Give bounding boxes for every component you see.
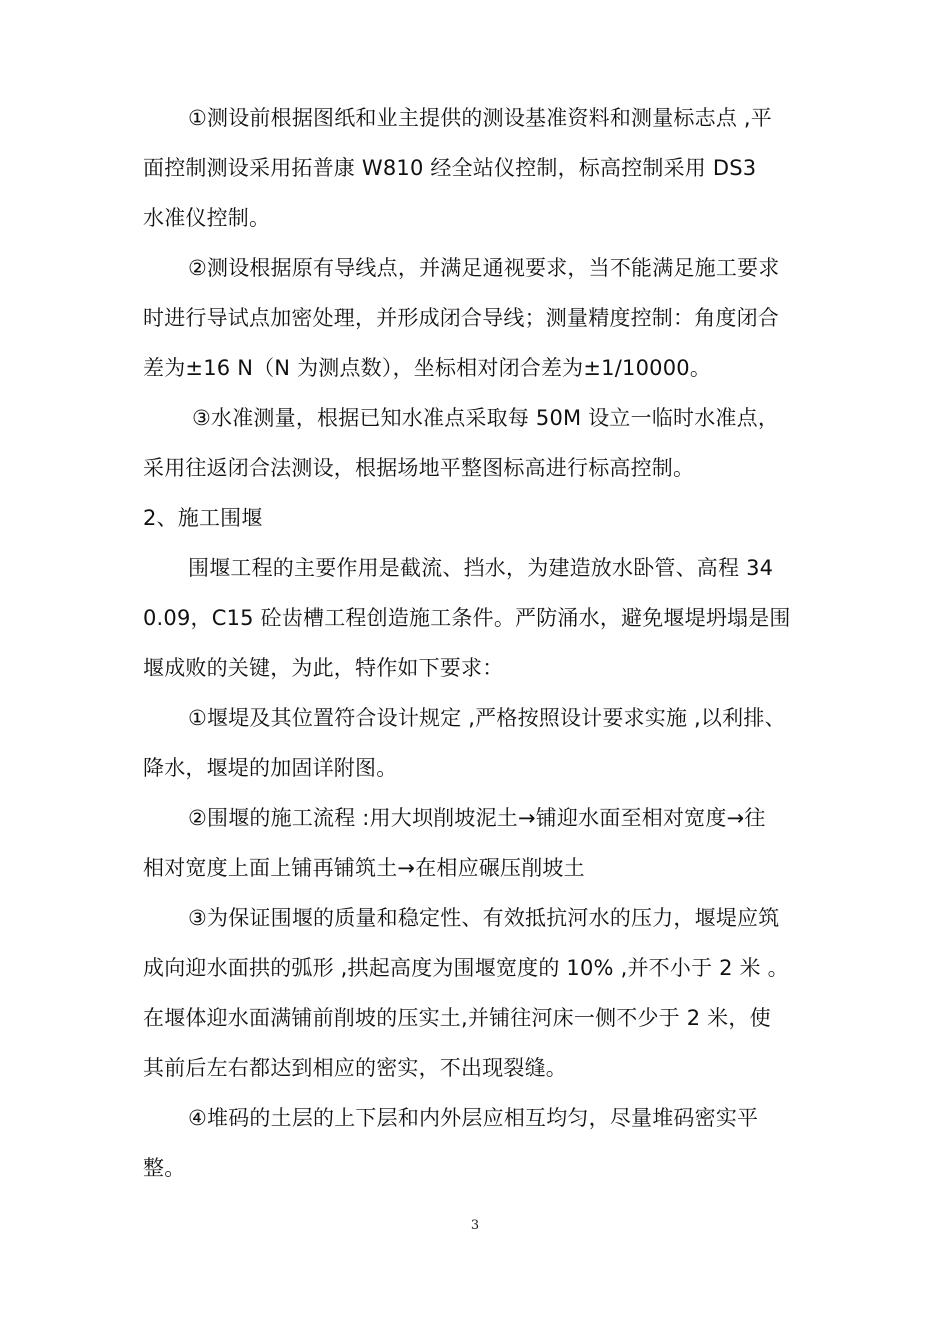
text-line: 成向迎水面拱的弧形 ,拱起高度为围堰宽度的 10% ,并不小于 2 米 。 (143, 956, 789, 980)
text-line: 在堰体迎水面满铺前削坡的压实土,并铺往河床一侧不少于 2 米，使 (143, 1006, 771, 1030)
text-line: ②测设根据原有导线点，并满足通视要求，当不能满足施工要求 (188, 256, 780, 280)
text-line: ③为保证围堰的质量和稳定性、有效抵抗河水的压力，堰堤应筑 (188, 906, 780, 930)
text-line: 相对宽度上面上铺再铺筑土→在相应碾压削坡土 (143, 856, 585, 880)
text-line: 时进行导试点加密处理，并形成闭合导线；测量精度控制：角度闭合 (143, 306, 779, 330)
text-line: ②围堰的施工流程 :用大坝削坡泥土→铺迎水面至相对宽度→往 (188, 806, 766, 830)
text-line: 采用往返闭合法测设，根据场地平整图标高进行标高控制。 (143, 456, 695, 480)
text-line: 降水，堰堤的加固详附图。 (143, 756, 398, 780)
page-number: 3 (470, 1218, 480, 1233)
text-line: ③水准测量，根据已知水准点采取每 50M 设立一临时水准点， (192, 406, 780, 430)
text-line: 围堰工程的主要作用是截流、挡水，为建造放水卧管、高程 34 (188, 556, 774, 580)
text-line: 0.09，C15 砼齿槽工程创造施工条件。严防涌水，避免堰堤坍塌是围 (143, 606, 791, 630)
text-line: ①堰堤及其位置符合设计规定 ,严格按照设计要求实施 ,以利排、 (188, 706, 786, 730)
section-heading: 2、施工围堰 (143, 506, 263, 530)
text-line: ①测设前根据图纸和业主提供的测设基准资料和测量标志点 ,平 (188, 106, 772, 130)
text-line: 整。 (143, 1156, 186, 1180)
text-line: 堰成败的关键，为此，特作如下要求： (143, 656, 504, 680)
text-line: 差为±16 N（N 为测点数），坐标相对闭合差为±1/10000。 (143, 356, 712, 380)
text-line: 其前后左右都达到相应的密实，不出现裂缝。 (143, 1056, 567, 1080)
text-line: 面控制测设采用拓普康 W810 经全站仪控制，标高控制采用 DS3 (143, 156, 757, 180)
text-line: ④堆码的土层的上下层和内外层应相互均匀，尽量堆码密实平 (188, 1106, 759, 1130)
text-line: 水准仪控制。 (143, 206, 271, 230)
